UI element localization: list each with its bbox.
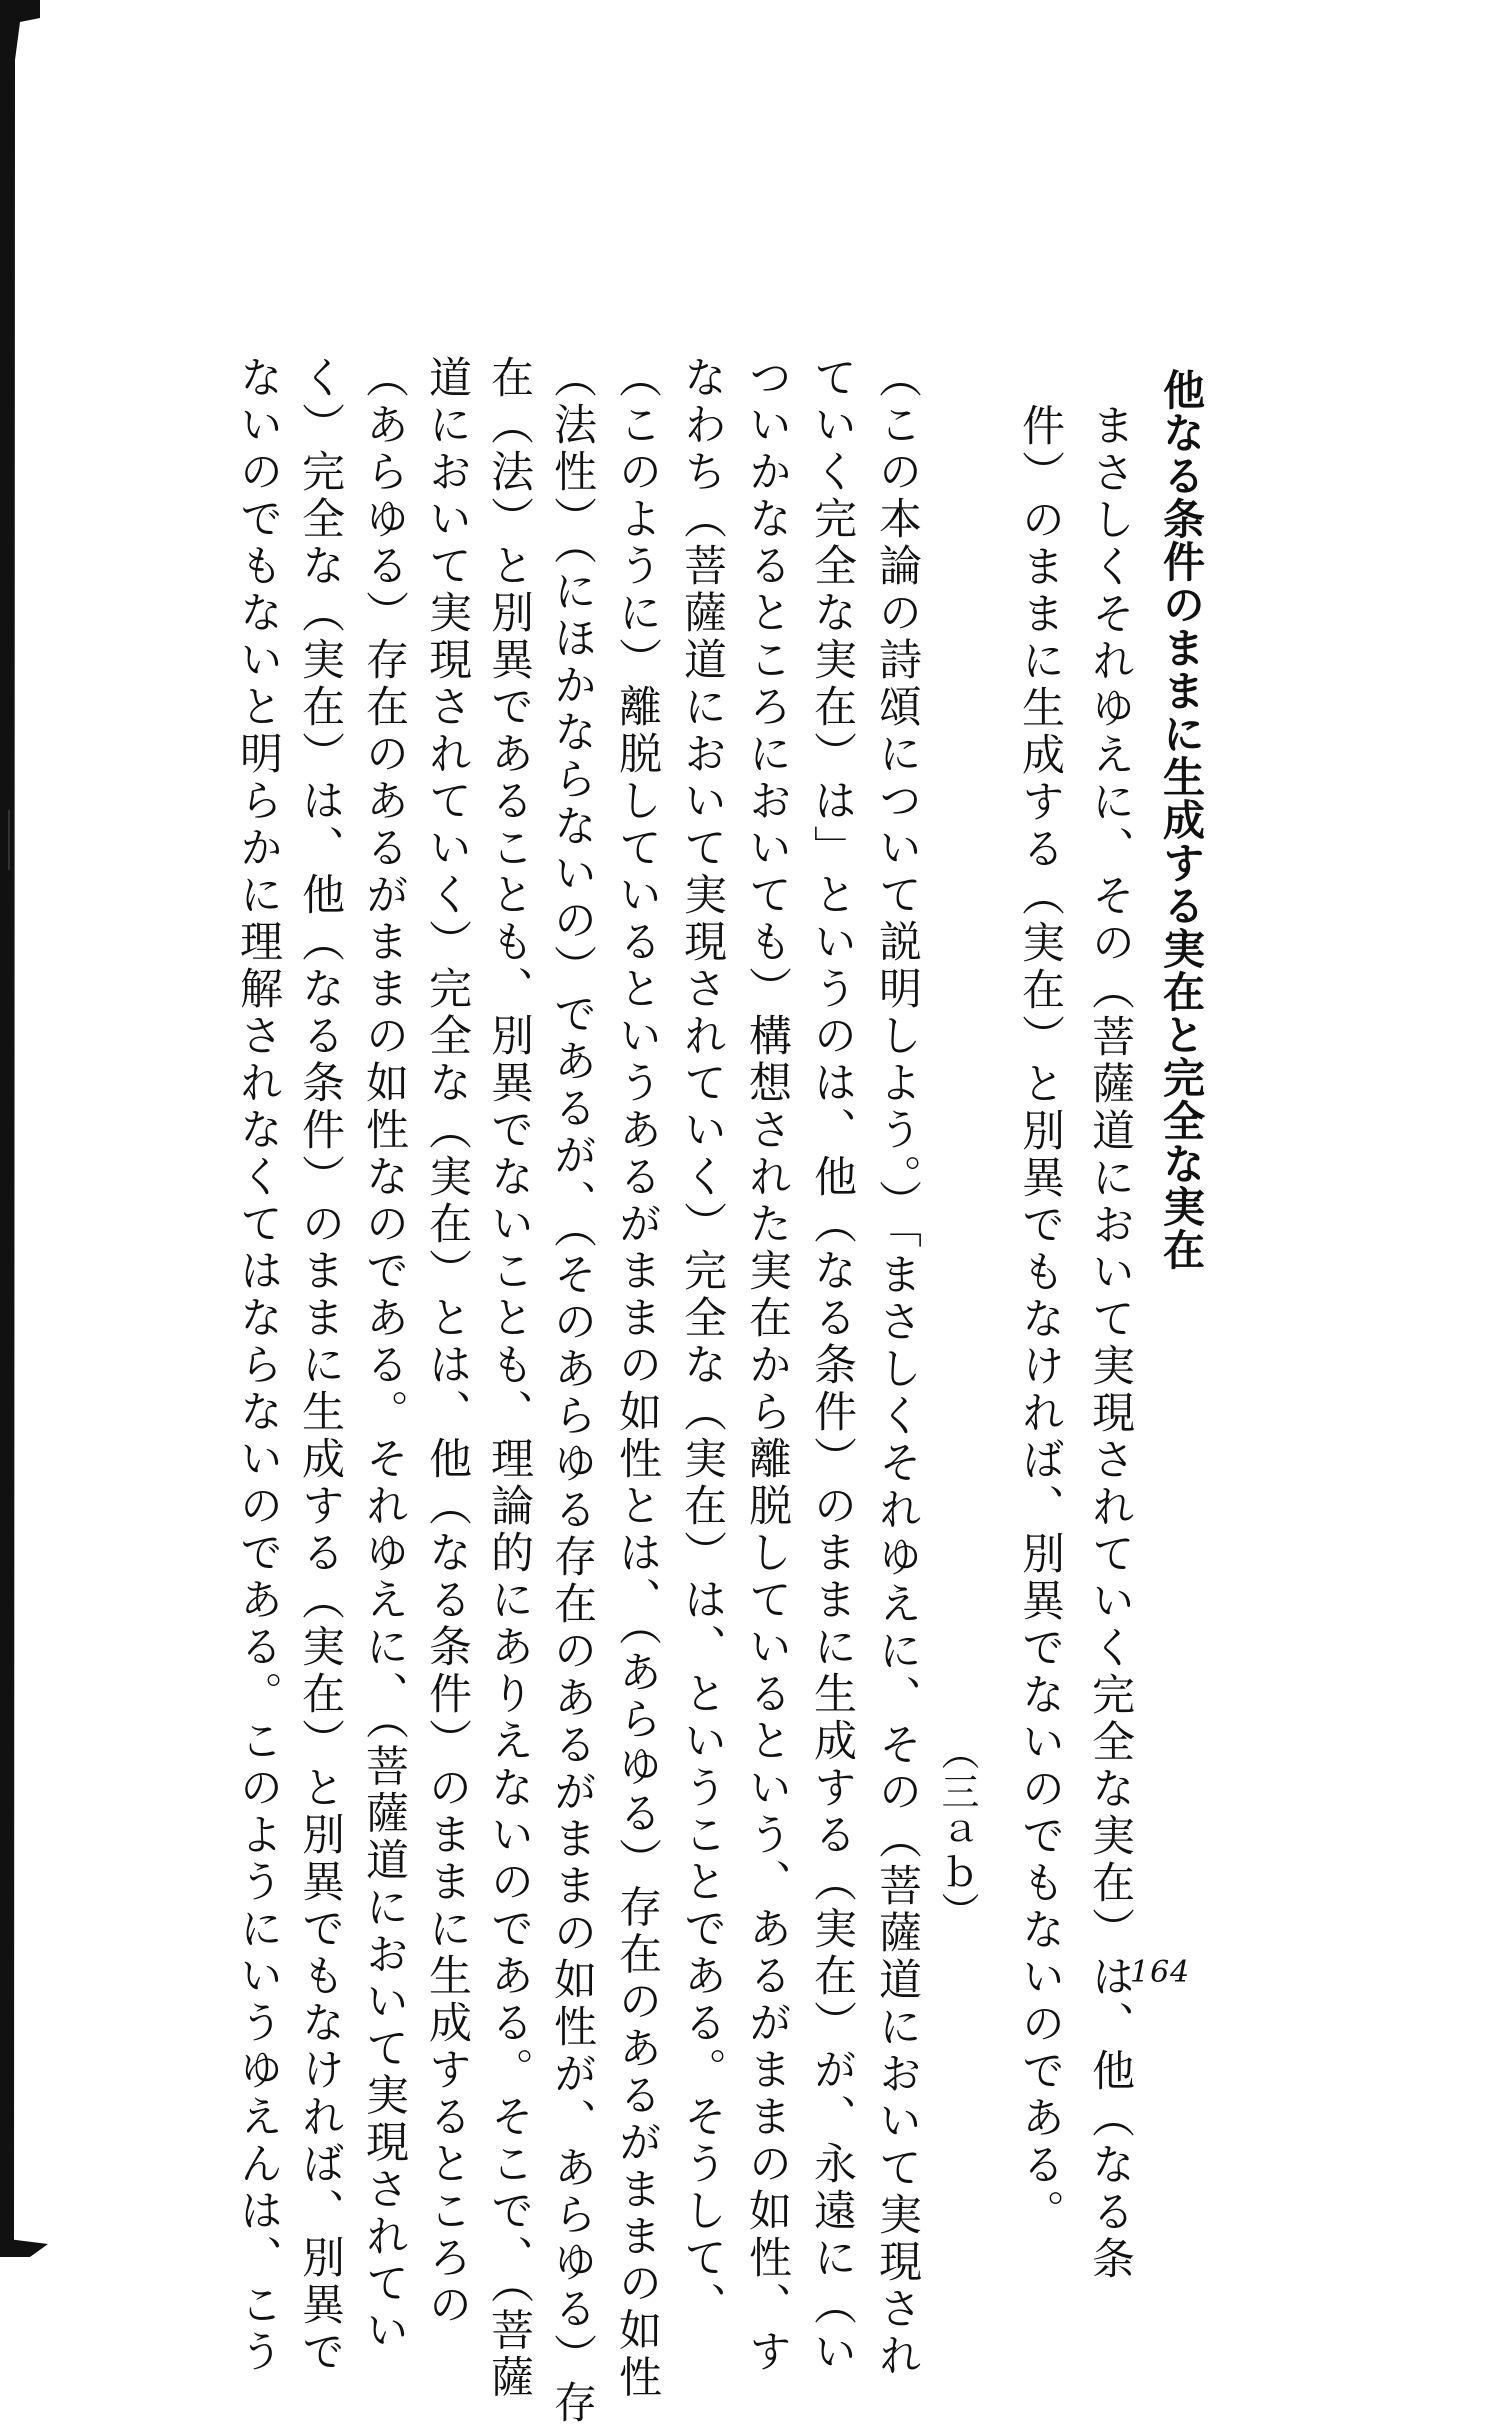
- body-line-3: ついかなるところにおいても）構想された実在から離脱しているという、あるがままの如性、す: [742, 355, 792, 2376]
- section-heading: 他なる条件のままに生成する実在と完全な実在: [1157, 368, 1206, 1271]
- body-line-5: （このように）離脱しているというあるがままの如性とは、（あらゆる）存在のあるがままの如性: [612, 355, 662, 2402]
- page-number: 164: [1130, 1955, 1191, 1990]
- verse-reference: （三ａｂ）: [935, 1732, 979, 1932]
- verse-line-2: 件）のままに生成する（実在）と別異でもなければ、別異でないのでもないのである。: [1015, 403, 1065, 2236]
- body-line-2: ていく完全な実在）は」というのは、他（なる条件）のままに生成する（実在）が、永遠に（い: [807, 355, 857, 2376]
- verse-line-1: まさしくそれゆえに、その（菩薩道において実現されていく完全な実在）は、他（なる条: [1085, 403, 1135, 2283]
- body-line-6: （法性）（にほかならないの）であるが、（そのあらゆる存在のあるがままの如性が、あらゆる）存: [547, 355, 597, 2427]
- body-line-4: なわち（菩薩道において実現されていく）完全な（実在）は、ということである。そうして、: [677, 355, 727, 2329]
- body-line-8: 道において実現されていく）完全な（実在）とは、他（なる条件）のままに生成するところの: [422, 355, 472, 2329]
- body-line-11: ないのでもないと明らかに理解されなくてはならないのである。このようにいうゆえんは、こう: [233, 355, 283, 2376]
- body-line-10: く）完全な（実在）は、他（なる条件）のままに生成する（実在）と別異でもなければ、別異で: [295, 355, 345, 2376]
- body-line-1: （この本論の詩頌について説明しよう。）「まさしくそれゆえに、その（菩薩道において実現され: [872, 355, 922, 2380]
- body-line-7: 在（法）と別異であることも、別異でないことも、理論的にありえないのである。そこで、（菩薩: [484, 355, 534, 2402]
- body-line-9: （あらゆる）存在のあるがままの如性なのである。それゆえに、（菩薩道において実現されてい: [359, 355, 409, 2355]
